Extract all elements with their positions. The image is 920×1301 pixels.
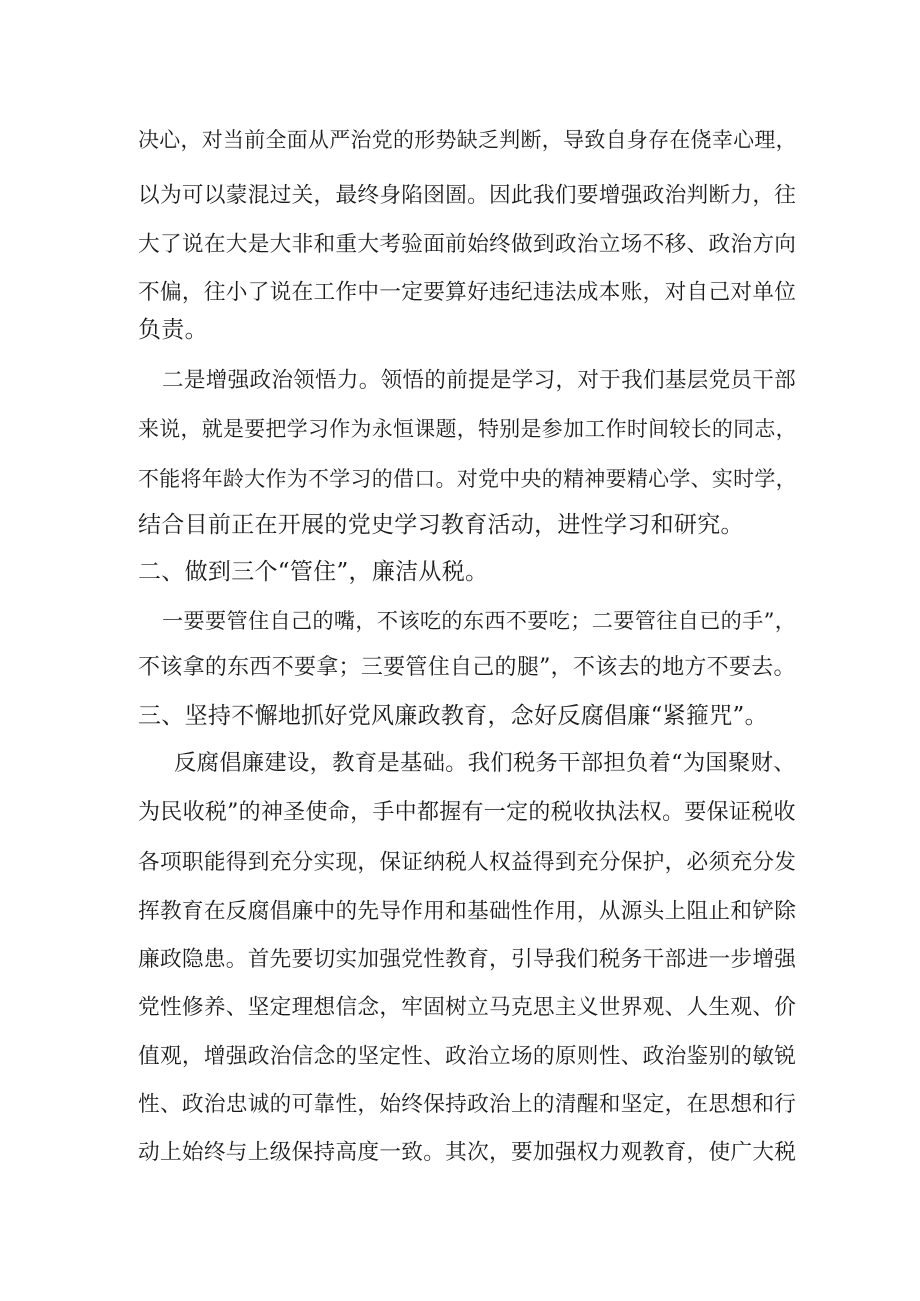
text-line: 反腐倡廉建设，教育是基础。我们税务干部担负着“为国聚财、 (174, 750, 796, 776)
text-line: 挥教育在反腐倡廉中的先导作用和基础性作用，从源头上阻止和铲除 (138, 899, 797, 924)
text-line: 动上始终与上级保持高度一致。其次，要加强权力观教育，使广大税 (138, 1140, 797, 1165)
text-line: 大了说在大是大非和重大考验面前始终做到政治立场不移、政治方向 (138, 232, 797, 257)
text-line: 不该拿的东西不要拿；三要管住自己的腿”，不该去的地方不要去。 (138, 655, 796, 680)
text-line: 值观，增强政治信念的坚定性、政治立场的原则性、政治鉴别的敏锐 (138, 1044, 797, 1069)
text-line: 负责。 (138, 317, 208, 343)
text-line: 决心，对当前全面从严治党的形势缺乏判断，导致自身存在侥幸心理， (138, 128, 797, 152)
text-line: 结合目前正在开展的党史学习教育活动，进性学习和研究。 (138, 512, 744, 538)
text-line: 各项职能得到充分实现，保证纳税人权益得到充分保护，必须充分发 (138, 850, 797, 875)
text-line: 来说，就是要把学习作为永恒课题，特别是参加工作时间较长的同志， (138, 417, 797, 441)
text-line: 不能将年龄大作为不学习的借口。对党中央的精神要精心学、实时学， (138, 467, 797, 491)
section-heading: 二、做到三个“管住”，廉洁从税。 (138, 559, 489, 585)
text-line: 为民收税”的神圣使命，手中都握有一定的税收执法权。要保证税收 (138, 800, 796, 825)
text-line: 不偏，往小了说在工作中一定要算好违纪违法成本账，对自己对单位 (138, 280, 797, 305)
text-line: 一要要管住自己的嘴，不该吃的东西不要吃；二要管往自已的手”， (162, 608, 797, 633)
text-line: 性、政治忠诚的可靠性，始终保持政治上的清醒和坚定，在思想和行 (138, 1092, 797, 1117)
text-line: 廉政隐患。首先要切实加强党性教育，引导我们税务干部进一步增强 (138, 947, 797, 972)
section-heading: 三、坚持不懈地抓好党风廉政教育，念好反腐倡廉“紧箍咒”。 (138, 703, 768, 729)
text-line: 党性修养、坚定理想信念，牢固树立马克思主义世界观、人生观、价 (138, 995, 797, 1020)
text-line: 二是增强政治领悟力。领悟的前提是学习，对于我们基层党员干部 (162, 368, 797, 393)
text-line: 以为可以蒙混过关，最终身陷囹圄。因此我们要增强政治判断力，往 (138, 183, 797, 208)
